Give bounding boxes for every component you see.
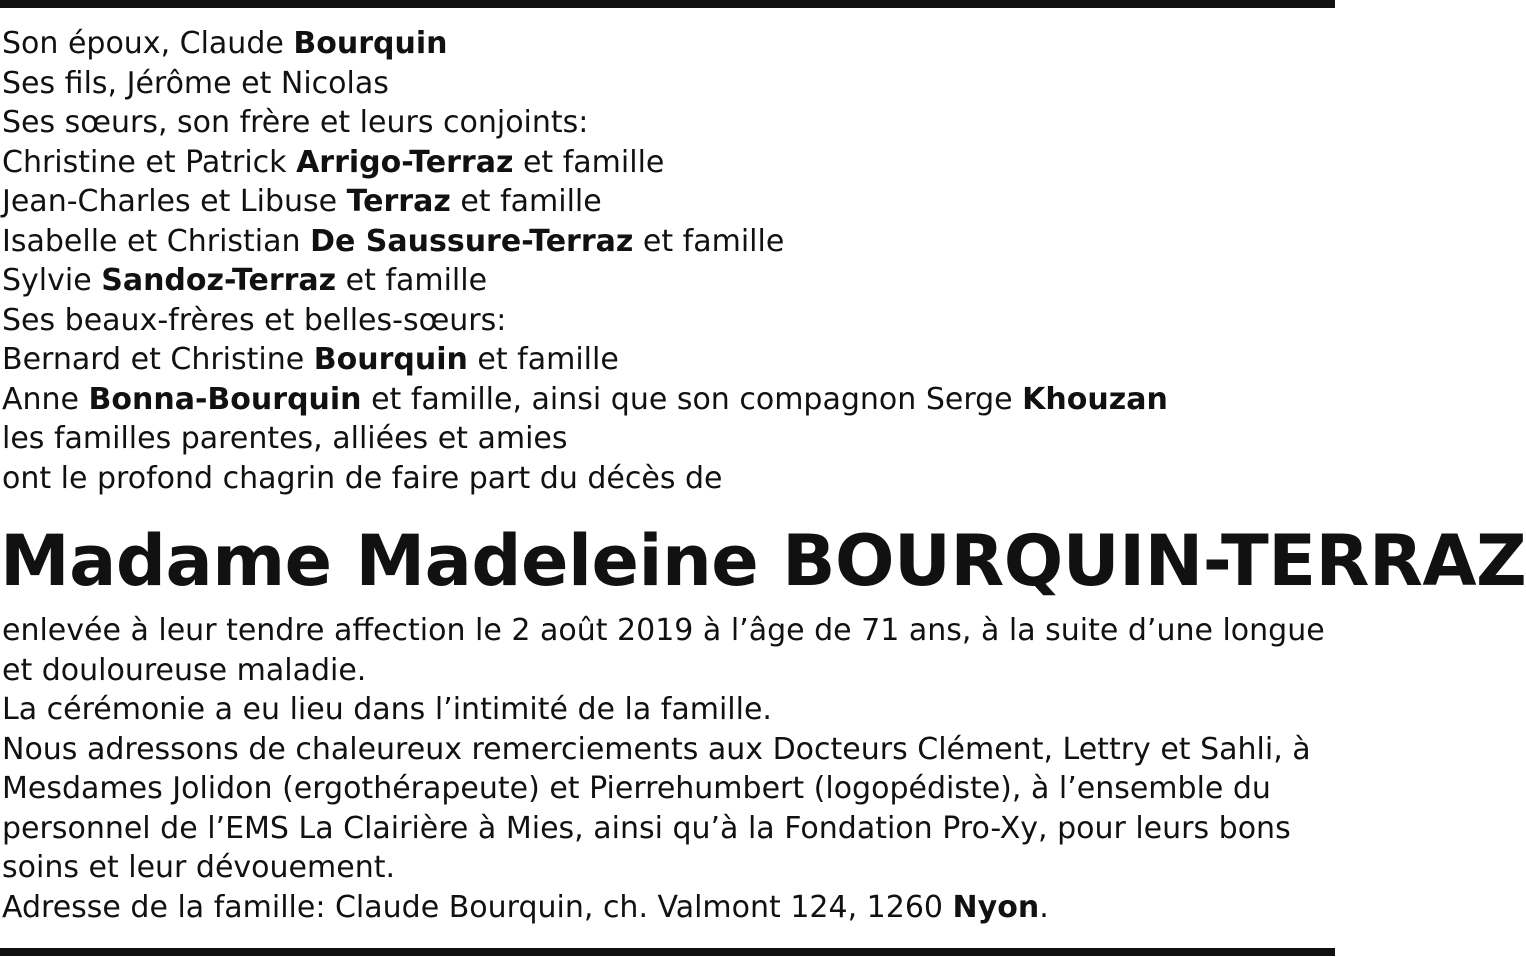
paragraph-thanks: Nous adressons de chaleureux remerciements aux Docteurs Clément, Lettry et Sahli, à Mesdames Jolidon (ergothérapeute) et Pierrehumbert (logopédiste), à l’ensemble du personnel de l’EMS La Clairière à Mies, ainsi qu’à la Fondation Pro-Xy, pour leurs bons soins et leur dévouement. xyxy=(2,731,1311,885)
family-surname: Bourquin xyxy=(313,342,468,377)
deceased-name: Madame Madeleine BOURQUIN-TERRAZ xyxy=(0,520,1526,602)
paragraph-announcement: enlevée à leur tendre affection le 2 août 2019 à l’âge de 71 ans, à la suite d’une longue et douloureuse maladie. xyxy=(2,613,1325,688)
family-line xyxy=(2,261,1168,301)
family-text: Jean-Charles et Libuse xyxy=(2,184,347,219)
family-line xyxy=(2,103,1168,143)
family-surname: Sandoz-Terraz xyxy=(101,263,337,298)
family-text: et famille xyxy=(336,263,488,298)
family-text: les familles parentes, alliées et amies xyxy=(2,421,568,456)
family-surname: Khouzan xyxy=(1022,381,1168,417)
family-line xyxy=(2,340,1168,380)
family-text: Anne xyxy=(2,381,89,417)
paragraph-address xyxy=(2,888,1334,928)
top-rule xyxy=(0,0,1335,8)
family-text: et famille xyxy=(450,184,602,219)
family-line xyxy=(2,301,1168,341)
family-line xyxy=(2,380,1168,420)
address-text: Adresse de la famille: Claude Bourquin, ch. Valmont 124, 1260 xyxy=(2,889,953,925)
family-text: et famille, ainsi que son compagnon Serge xyxy=(361,381,1023,417)
family-text: et famille xyxy=(467,342,619,377)
family-text: Sylvie xyxy=(2,263,102,298)
family-surname: Terraz xyxy=(346,184,451,219)
family-text: Christine et Patrick xyxy=(2,144,297,180)
family-text: Ses sœurs, son frère et leurs conjoints: xyxy=(2,105,589,140)
family-line xyxy=(2,222,1168,262)
family-text: et famille xyxy=(513,144,665,180)
family-text: Ses fils, Jérôme et Nicolas xyxy=(2,65,389,101)
family-surname: Bourquin xyxy=(293,26,448,61)
family-surname: De Saussure-Terraz xyxy=(310,223,634,259)
family-text: Son époux, Claude xyxy=(2,26,294,61)
address-city: Nyon xyxy=(952,889,1040,925)
family-surname: Bonna-Bourquin xyxy=(88,381,362,417)
family-text: Isabelle et Christian xyxy=(2,223,311,259)
family-text: Ses beaux-frères et belles-sœurs: xyxy=(2,302,507,338)
family-surname: Arrigo-Terraz xyxy=(296,144,514,180)
family-line xyxy=(2,419,1168,459)
family-list xyxy=(2,24,1168,498)
family-line xyxy=(2,64,1168,104)
family-line xyxy=(2,24,1168,64)
paragraph-ceremony: La cérémonie a eu lieu dans l’intimité de la famille. xyxy=(2,692,772,727)
family-line xyxy=(2,459,1168,499)
family-line xyxy=(2,143,1168,183)
family-text: ont le profond chagrin de faire part du décès de xyxy=(2,460,723,496)
address-suffix: . xyxy=(1039,889,1049,925)
family-text: et famille xyxy=(633,223,785,259)
family-text: Bernard et Christine xyxy=(2,342,314,377)
bottom-rule xyxy=(0,948,1335,956)
notice-body xyxy=(2,611,1334,927)
family-line xyxy=(2,182,1168,222)
